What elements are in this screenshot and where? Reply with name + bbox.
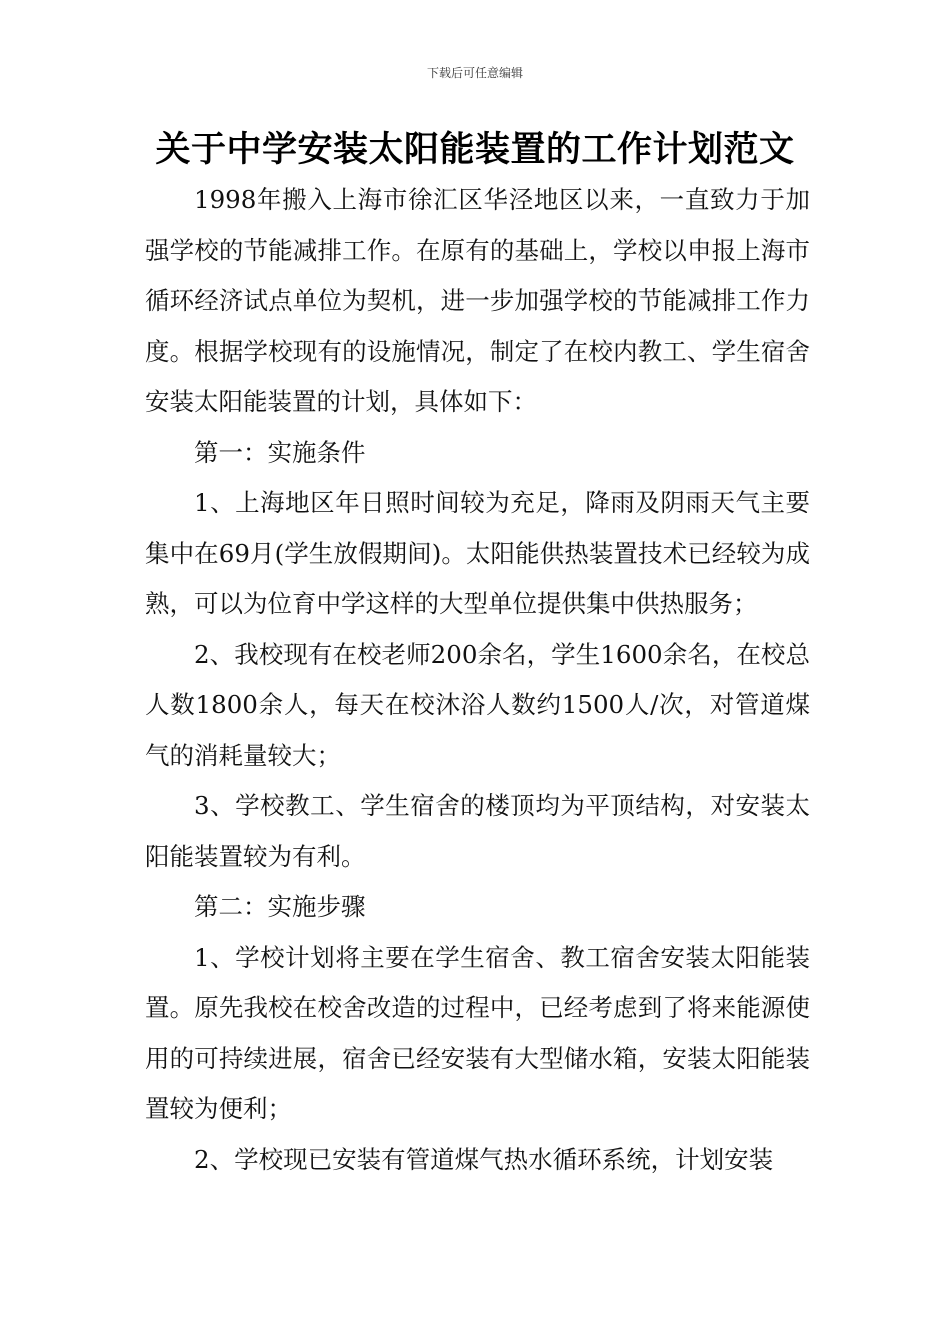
section-heading-steps: 第二：实施步骤 — [194, 892, 366, 921]
paragraph-condition-3: 3、学校教工、学生宿舍的楼顶均为平顶结构，对安装太阳能装置较为有利。 — [145, 791, 810, 871]
paragraph-step-1: 1、学校计划将主要在学生宿舍、教工宿舍安装太阳能装置。原先我校在校舍改造的过程中，已经考虑到了将来能源使用的可持续进展，宿舍已经安装有大型储水箱，安装太阳能装置较为便利； — [145, 942, 810, 1123]
paragraph-condition-2: 2、我校现有在校老师200余名，学生1600余名，在校总人数1800余人，每天在校沐浴人数约1500人/次，对管道煤气的消耗量较大； — [145, 639, 810, 770]
document-body — [145, 175, 810, 1185]
header-note: 下载后可任意编辑 — [426, 66, 523, 80]
document-title: 关于中学安装太阳能装置的工作计划范文 — [155, 130, 795, 170]
paragraph-step-2: 2、学校现已安装有管道煤气热水循环系统，计划安装 — [194, 1144, 774, 1174]
paragraph-intro: 1998年搬入上海市徐汇区华泾地区以来，一直致力于加强学校的节能减排工作。在原有的基础上，学校以申报上海市循环经济试点单位为契机，进一步加强学校的节能减排工作力度。根据学校现有的设施情况，制定了在校内教工、学生宿舍安装太阳能装置的计划，具体如下： — [145, 185, 810, 416]
section-heading-conditions: 第一：实施条件 — [194, 437, 366, 467]
paragraph-condition-1: 1、上海地区年日照时间较为充足，降雨及阴雨天气主要集中在69月(学生放假期间)。太阳能供热装置技术已经较为成熟，可以为位育中学这样的大型单位提供集中供热服务； — [145, 488, 810, 618]
